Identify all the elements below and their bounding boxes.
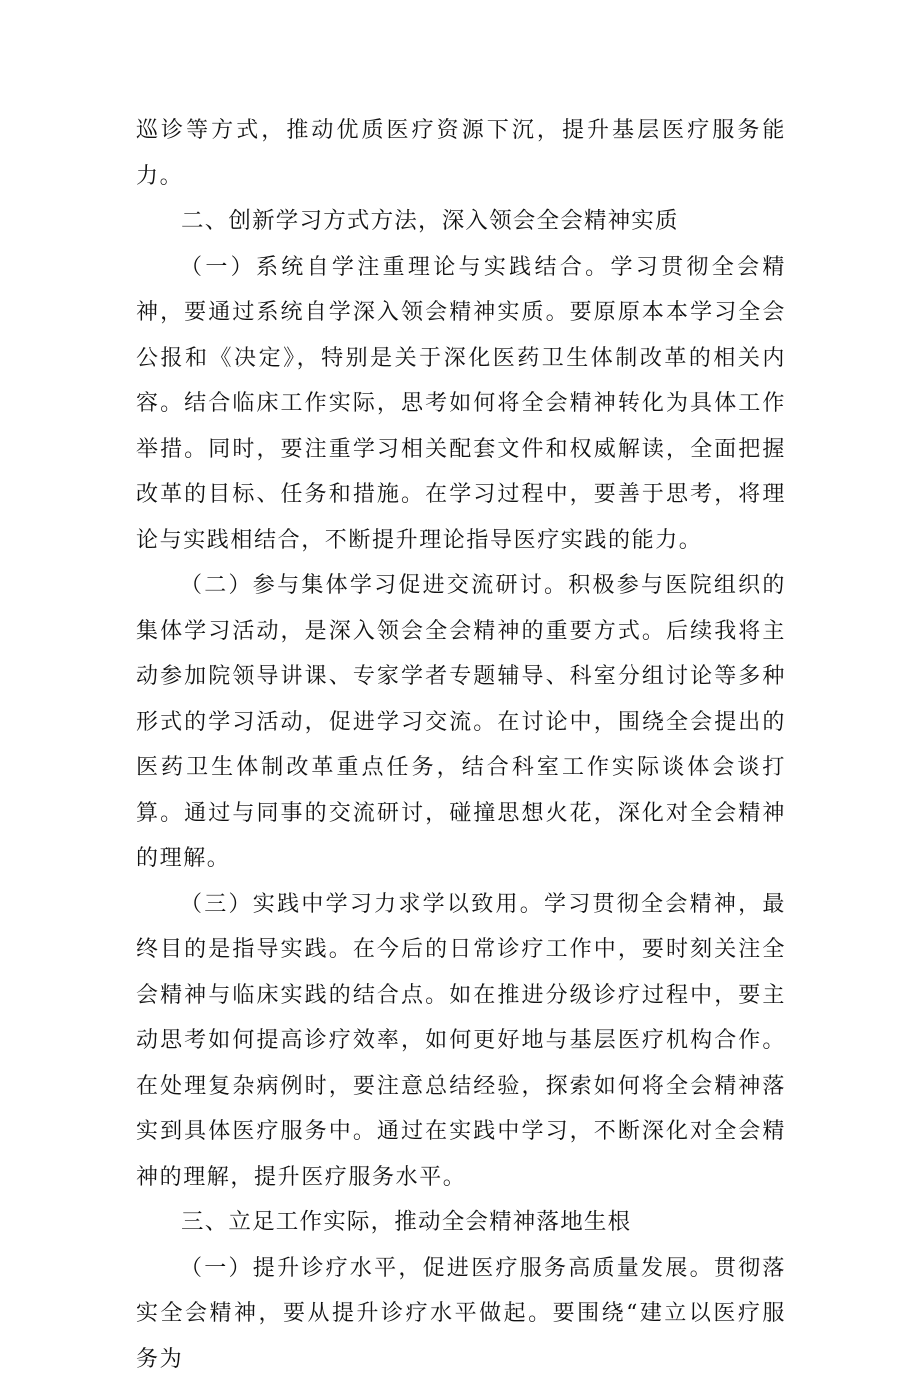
section-2-paragraph-3: （三）实践中学习力求学以致用。学习贯彻全会精神，最终目的是指导实践。在今后的日常诊疗工作中，要时刻关注全会精神与临床实践的结合点。如在推进分级诊疗过程中，要主动思考如何提高诊疗效率，如何更好地与基层医疗机构合作。在处理复杂病例时，要注意总结经验，探索如何将全会精神落实到具体医疗服务中。通过在实践中学习，不断深化对全会精神的理解，提升医疗服务水平。: [136, 882, 786, 1201]
document-body: [136, 108, 786, 1382]
section-3-paragraph-1: （一）提升诊疗水平，促进医疗服务高质量发展。贯彻落实全会精神，要从提升诊疗水平做起。要围绕“建立以医疗服务为: [136, 1246, 786, 1382]
continuation-paragraph: 巡诊等方式，推动优质医疗资源下沉，提升基层医疗服务能力。: [136, 108, 786, 199]
section-2-paragraph-2: （二）参与集体学习促进交流研讨。积极参与医院组织的集体学习活动，是深入领会全会精神的重要方式。后续我将主动参加院领导讲课、专家学者专题辅导、科室分组讨论等多种形式的学习活动，促进学习交流。在讨论中，围绕全会提出的医药卫生体制改革重点任务，结合科室工作实际谈体会谈打算。通过与同事的交流研讨，碰撞思想火花，深化对全会精神的理解。: [136, 563, 786, 882]
section-2-paragraph-1: （一）系统自学注重理论与实践结合。学习贯彻全会精神，要通过系统自学深入领会精神实质。要原原本本学习全会公报和《决定》，特别是关于深化医药卫生体制改革的相关内容。结合临床工作实际，思考如何将全会精神转化为具体工作举措。同时，要注重学习相关配套文件和权威解读，全面把握改革的目标、任务和措施。在学习过程中，要善于思考，将理论与实践相结合，不断提升理论指导医疗实践的能力。: [136, 245, 786, 564]
section-3-heading: 三、立足工作实际，推动全会精神落地生根: [136, 1200, 786, 1246]
section-2-heading: 二、创新学习方式方法，深入领会全会精神实质: [136, 199, 786, 245]
